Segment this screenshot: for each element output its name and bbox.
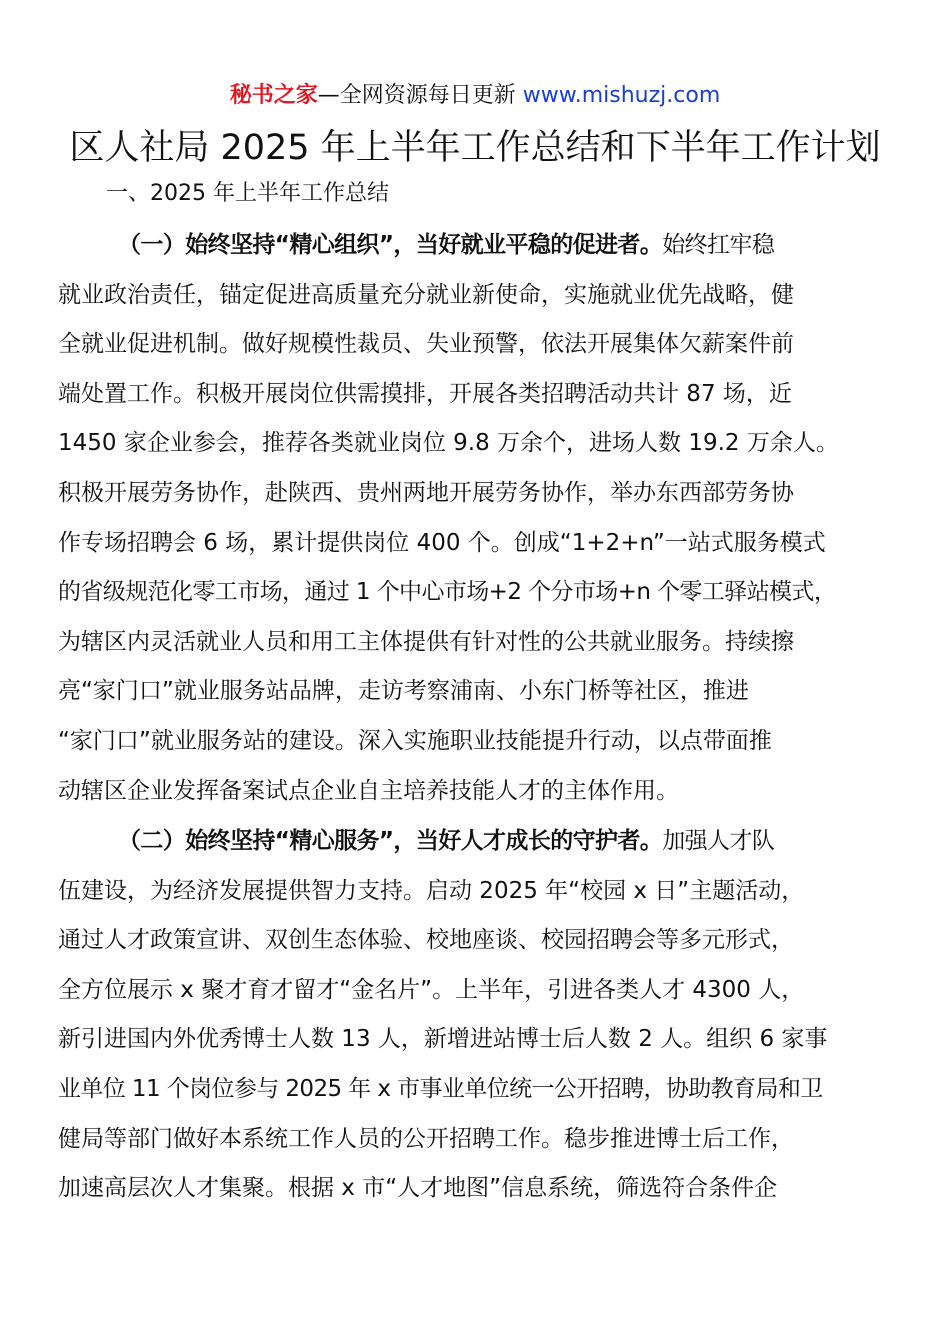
paragraph-line: 亮“家门口”就业服务站品牌，走访考察浦南、小东门桥等社区，推进	[58, 678, 749, 705]
paragraph-text: 加强人才队	[662, 828, 775, 854]
paragraph-line: 通过人才政策宣讲、双创生态体验、校地座谈、校园招聘会等多元形式，	[58, 927, 794, 954]
paragraph-line: 新引进国内外优秀博士人数 13 人，新增进站博士后人数 2 人。组织 6 家事	[58, 1026, 828, 1053]
paragraph-text: 始终扛牢稳	[662, 232, 775, 258]
site-url-link[interactable]: www.mishuzj.com	[522, 83, 721, 108]
paragraph-line: 的省级规范化零工市场，通过 1 个中心市场+2 个分市场+n 个零工驿站模式，	[58, 579, 837, 606]
site-tagline: —全网资源每日更新	[317, 83, 523, 108]
paragraph-line: 作专场招聘会 6 场，累计提供岗位 400 个。创成“1+2+n”一站式服务模式	[58, 529, 826, 556]
paragraph-line: 伍建设，为经济发展提供智力支持。启动 2025 年“校园 x 日”主题活动，	[58, 877, 805, 904]
paragraph-talent	[58, 817, 908, 1214]
paragraph-line: “家门口”就业服务站的建设。深入实施职业技能提升行动，以点带面推	[58, 727, 772, 754]
site-header	[0, 80, 950, 112]
paragraph-line: 加速高层次人才集聚。根据 x 市“人才地图”信息系统，筛选符合条件企	[58, 1175, 778, 1202]
site-brand: 秘书之家	[229, 83, 318, 108]
paragraph-line: 全就业促进机制。做好规模性裁员、失业预警，依法开展集体欠薪案件前	[58, 331, 794, 358]
paragraph-line: 就业政治责任，锚定促进高质量充分就业新使命，实施就业优先战略，健	[58, 281, 794, 308]
paragraph-line: 全方位展示 x 聚才育才留才“金名片”。上半年，引进各类人才 4300 人，	[58, 976, 805, 1003]
paragraph-line	[58, 221, 908, 271]
paragraph-line: 业单位 11 个岗位参与 2025 年 x 市事业单位统一公开招聘，协助教育局和卫	[58, 1075, 823, 1102]
paragraph-line: 1450 家企业参会，推荐各类就业岗位 9.8 万余个，进场人数 19.2 万余人。	[58, 430, 839, 457]
section-heading: 一、2025 年上半年工作总结	[106, 181, 389, 206]
document-title: 区人社局 2025 年上半年工作总结和下半年工作计划	[69, 128, 881, 168]
paragraph-line: 端处置工作。积极开展岗位供需摸排，开展各类招聘活动共计 87 场，近	[58, 380, 792, 407]
paragraph-employment	[58, 221, 908, 816]
paragraph-lead: （二）始终坚持“精心服务”，当好人才成长的守护者。	[118, 828, 663, 854]
paragraph-lead: （一）始终坚持“精心组织”，当好就业平稳的促进者。	[118, 232, 663, 258]
paragraph-line: 健局等部门做好本系统工作人员的公开招聘工作。稳步推进博士后工作，	[58, 1125, 794, 1152]
paragraph-line: 为辖区内灵活就业人员和用工主体提供有针对性的公共就业服务。持续擦	[58, 628, 794, 655]
paragraph-line: 积极开展劳务协作，赴陕西、贵州两地开展劳务协作，举办东西部劳务协	[58, 479, 794, 506]
paragraph-line: 动辖区企业发挥备案试点企业自主培养技能人才的主体作用。	[58, 777, 679, 804]
paragraph-line	[58, 817, 908, 867]
